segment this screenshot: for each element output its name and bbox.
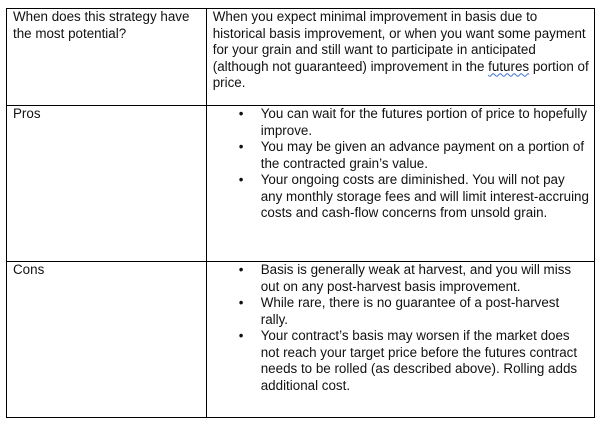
row-content-pros — [206, 106, 594, 262]
row-label-pros: Pros — [7, 106, 207, 262]
list-item: • You may be given an advance payment on a portion of the contracted grain’s value. — [261, 139, 589, 172]
spellcheck-flagged-word: futures — [488, 58, 530, 74]
strategy-table — [6, 8, 595, 418]
table-row-cons — [7, 262, 595, 418]
row-label-potential: When does this strategy have the most potential? — [7, 9, 207, 106]
list-item: • While rare, there is no guarantee of a post-harvest rally. — [261, 295, 589, 328]
row-content-potential — [206, 9, 594, 106]
potential-text-before: When you expect minimal improvement in basis due to historical basis improvement, or when you want some payment for your grain and still want to participate in anticipated (although not guaranteed) improvement in the — [212, 9, 586, 74]
list-item: • Your ongoing costs are diminished. You will not pay any monthly storage fees and will limit interest-accruing costs and cash-flow concerns from unsold grain. — [261, 172, 589, 222]
list-item: • Basis is generally weak at harvest, and you will miss out on any post-harvest basis improvement. — [261, 262, 589, 295]
potential-text-after: portion of price. — [212, 58, 589, 90]
table-row-potential — [7, 9, 595, 106]
row-label-cons: Cons — [7, 262, 207, 418]
list-item: • You can wait for the futures portion of price to hopefully improve. — [261, 106, 589, 139]
pros-list — [213, 106, 589, 222]
list-item: • Your contract’s basis may worsen if the market does not reach your target price before the futures contract needs to be rolled (as described above). Rolling adds additional cost. — [261, 328, 589, 394]
table-row-pros — [7, 106, 595, 262]
cons-list — [213, 262, 589, 394]
row-content-cons — [206, 262, 594, 418]
